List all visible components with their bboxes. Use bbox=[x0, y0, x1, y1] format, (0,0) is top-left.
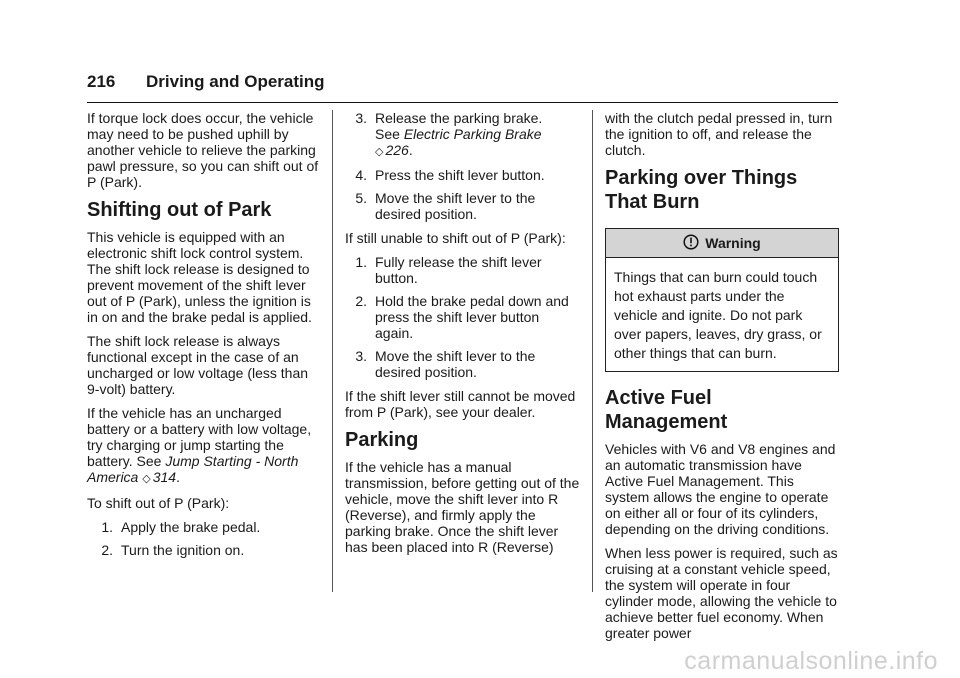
warning-icon bbox=[683, 234, 699, 253]
heading-active-fuel-management: Active Fuel Management bbox=[605, 387, 728, 433]
column-divider bbox=[592, 110, 593, 592]
step-number: 3. bbox=[355, 110, 367, 126]
list-item bbox=[345, 167, 581, 183]
step-number: 3. bbox=[355, 348, 367, 364]
step-text bbox=[375, 110, 542, 160]
step-number: 5. bbox=[355, 190, 367, 206]
step-text: Move the shift lever to the desired position. bbox=[375, 190, 536, 222]
step-text-post: . bbox=[408, 142, 413, 158]
step-text: Turn the ignition on. bbox=[121, 542, 245, 558]
step-text: Apply the brake pedal. bbox=[121, 519, 261, 535]
paragraph: The shift lock release is always functional except in the case of an uncharged or low voltage (less than 9-volt) battery. bbox=[87, 333, 309, 397]
paragraph: If the vehicle has a manual transmission, before getting out of the vehicle, move the shift lever into R (Reverse), and firmly apply the parking brake. Once the shift lever has been placed into R (Reverse) bbox=[345, 459, 580, 555]
step-number: 2. bbox=[355, 293, 367, 309]
list-item bbox=[345, 110, 581, 160]
paragraph-text: . bbox=[176, 469, 180, 485]
list-item bbox=[345, 190, 581, 222]
step-text: Hold the brake pedal down and press the shift lever button again. bbox=[375, 293, 569, 341]
heading-parking: Parking bbox=[345, 429, 419, 451]
column-3 bbox=[605, 110, 839, 649]
list-item bbox=[345, 348, 581, 380]
cross-reference-link[interactable]: Jump Starting - North America bbox=[87, 453, 299, 485]
page-reference-icon: ◇ bbox=[142, 473, 151, 485]
step-list bbox=[345, 254, 581, 380]
warning-text: Things that can burn could touch hot exhaust parts under the vehicle and ignite. Do not park over papers, leaves, dry grass, or other things that can burn. bbox=[614, 269, 822, 361]
watermark: carmanualsonline.info bbox=[684, 647, 938, 675]
page-reference-icon: ◇ bbox=[375, 146, 384, 158]
page-number: 216 bbox=[87, 72, 116, 91]
step-list bbox=[87, 519, 321, 558]
step-number: 2. bbox=[101, 542, 113, 558]
column-2 bbox=[345, 110, 581, 563]
step-text-main: Release the parking brake. bbox=[375, 110, 543, 126]
page-reference-number[interactable]: 226 bbox=[385, 142, 409, 158]
step-number: 1. bbox=[355, 254, 367, 270]
paragraph: To shift out of P (Park): bbox=[87, 495, 230, 511]
step-list bbox=[345, 110, 581, 222]
list-item bbox=[345, 293, 581, 341]
section-title: Driving and Operating bbox=[146, 72, 325, 91]
step-text: Move the shift lever to the desired position. bbox=[375, 348, 536, 380]
heading-parking-over-things-that-burn: Parking over Things That Burn bbox=[605, 167, 798, 213]
paragraph: Vehicles with V6 and V8 engines and an automatic transmission have Active Fuel Management. This system allows the engine to operate on either all or four of its cylinders, depending on the driving conditions. bbox=[605, 441, 836, 537]
step-number: 4. bbox=[355, 167, 367, 183]
step-text-see: See bbox=[375, 126, 404, 142]
page-header bbox=[87, 72, 838, 103]
warning-title: Warning bbox=[705, 235, 761, 251]
step-text: Fully release the shift lever button. bbox=[375, 254, 542, 286]
paragraph: If still unable to shift out of P (Park): bbox=[345, 230, 566, 246]
step-text: Press the shift lever button. bbox=[375, 167, 545, 183]
paragraph: When less power is required, such as cruising at a constant vehicle speed, the system will operate in four cylinder mode, allowing the vehicle to achieve better fuel economy. When greater power bbox=[605, 545, 838, 641]
heading-shifting-out-of-park: Shifting out of Park bbox=[87, 199, 272, 221]
list-item bbox=[87, 542, 321, 558]
list-item bbox=[345, 254, 581, 286]
warning-box bbox=[605, 228, 839, 372]
paragraph bbox=[87, 405, 321, 487]
step-number: 1. bbox=[101, 519, 113, 535]
cross-reference-link[interactable]: Electric Parking Brake bbox=[403, 126, 542, 142]
warning-header bbox=[606, 229, 838, 258]
paragraph: If the shift lever still cannot be moved from P (Park), see your dealer. bbox=[345, 388, 576, 420]
paragraph: This vehicle is equipped with an electronic shift lock control system. The shift lock release is designed to prevent movement of the shift lever out of P (Park), unless the ignition is in on and the brake pedal is applied. bbox=[87, 229, 312, 325]
list-item bbox=[87, 519, 321, 535]
column-1 bbox=[87, 110, 321, 566]
page-reference-number[interactable]: 314 bbox=[152, 469, 177, 485]
paragraph: with the clutch pedal pressed in, turn the ignition to off, and release the clutch. bbox=[605, 110, 833, 158]
paragraph-text: If the vehicle has an uncharged battery or a battery with low voltage, try charging or jump starting the battery. See bbox=[87, 405, 312, 469]
paragraph: If torque lock does occur, the vehicle may need to be pushed uphill by another vehicle to relieve the parking pawl pressure, so you can shift out of P (Park). bbox=[87, 110, 319, 190]
column-divider bbox=[332, 110, 333, 592]
